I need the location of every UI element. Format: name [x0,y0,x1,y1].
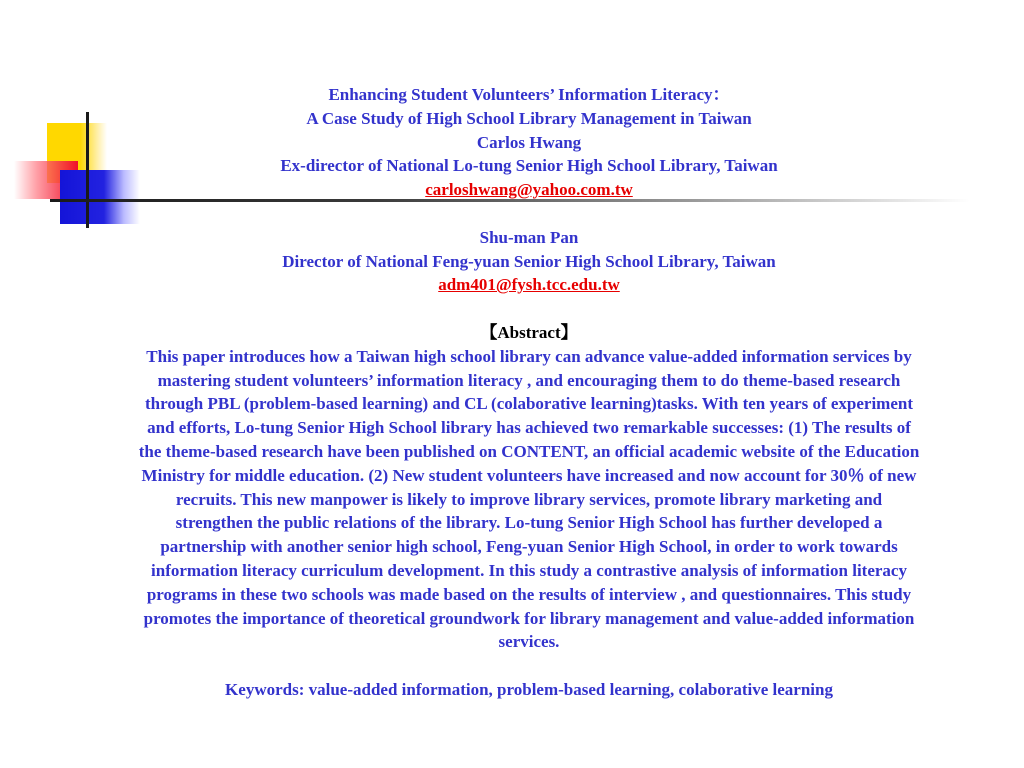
abstract-line: programs in these two schools was made based on the results of interview , and questionnaires. This study [146,584,912,604]
abstract-line: Ministry for middle education. (2) New student volunteers have increased and now account for 30％ of new [141,465,917,485]
author2-affiliation: Director of National Feng-yuan Senior High School Library, Taiwan [282,251,776,271]
author2-email-link[interactable]: adm401@fysh.tcc.edu.tw [438,275,620,295]
author1-email-link[interactable]: carloshwang@yahoo.com.tw [425,180,633,200]
abstract-line: partnership with another senior high school, Feng-yuan Senior High School, in order to work towards [160,537,898,557]
abstract-line: recruits. This new manpower is likely to improve library services, promote library marketing and [175,489,883,509]
title-line-2: A Case Study of High School Library Management in Taiwan [306,108,752,128]
abstract-line: and efforts, Lo-tung Senior High School library has achieved two remarkable successes: (1) The results of [147,418,911,438]
abstract-line: services. [498,632,560,652]
abstract-heading: 【Abstract】 [480,322,578,342]
title-line-1: Enhancing Student Volunteers’ Information Literacy： [328,85,730,104]
document-body [40,83,1018,702]
author2-name: Shu-man Pan [479,227,579,247]
abstract-line: This paper introduces how a Taiwan high school library can advance value-added information services by [146,346,912,366]
abstract-line: strengthen the public relations of the library. Lo-tung Senior High School has further developed a [175,513,883,533]
abstract-line: promotes the importance of theoretical groundwork for library management and value-added information [143,608,915,628]
author1-name: Carlos Hwang [476,132,582,152]
abstract-line: through PBL (problem-based learning) and CL (colaborative learning)tasks. With ten years of experiment [144,394,913,414]
author1-affiliation: Ex-director of National Lo-tung Senior High School Library, Taiwan [280,156,778,176]
keywords-line: Keywords: value-added information, problem-based learning, colaborative learning [225,679,833,699]
abstract-line: information literacy curriculum development. In this study a contrastive analysis of information literacy [151,560,907,580]
abstract-line: the theme-based research have been published on CONTENT, an official academic website of the Education [138,441,920,461]
abstract-line: mastering student volunteers’ information literacy , and encouraging them to do theme-based research [157,370,901,390]
